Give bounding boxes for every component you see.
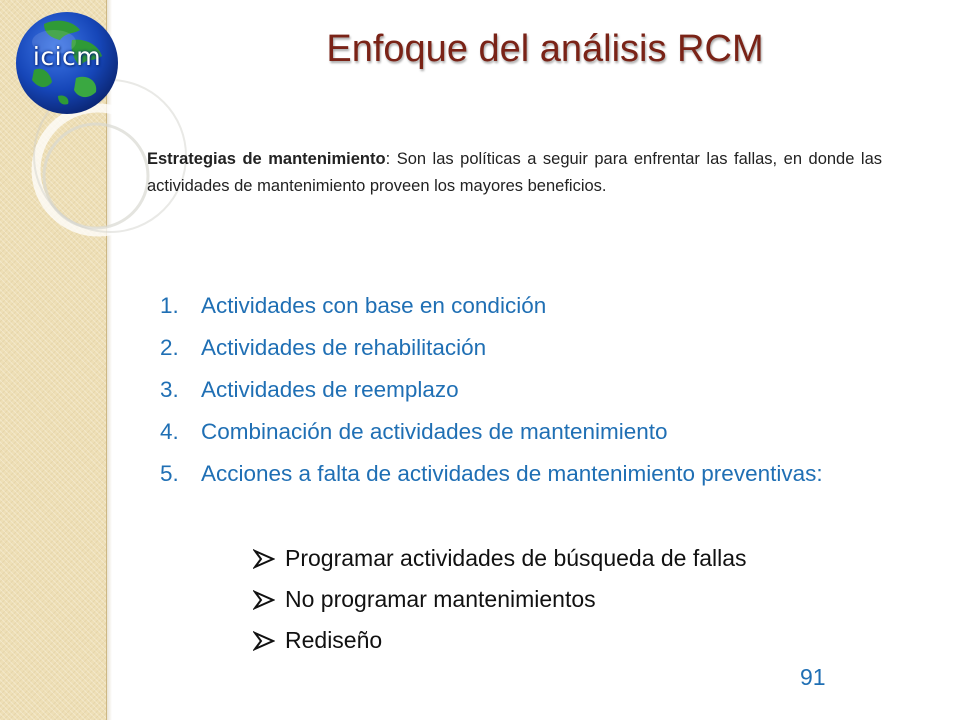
sub-item-text: Programar actividades de búsqueda de fallas xyxy=(285,545,747,571)
intro-paragraph xyxy=(147,146,882,200)
intro-term: Estrategias de mantenimiento xyxy=(147,150,386,168)
list-text: Acciones a falta de actividades de mantenimiento preventivas: xyxy=(201,461,823,486)
sub-list-item xyxy=(253,579,893,620)
intro-text: : Son las políticas a seguir para enfrentar las fallas, en donde las actividades de mantenimiento proveen los mayores beneficios. xyxy=(147,150,883,195)
list-text: Actividades de rehabilitación xyxy=(201,335,487,360)
sub-item-text: Rediseño xyxy=(285,627,383,653)
list-number: 2. xyxy=(160,335,179,360)
arrow-bullet-icon xyxy=(253,549,275,569)
strategy-list xyxy=(160,285,880,495)
list-item xyxy=(160,369,880,411)
list-number: 5. xyxy=(160,461,179,486)
arrow-bullet-icon xyxy=(253,590,275,610)
logo-text: icicm xyxy=(32,42,102,71)
list-number: 1. xyxy=(160,293,179,318)
sub-list-item xyxy=(253,538,893,579)
list-text: Actividades de reemplazo xyxy=(201,377,459,402)
list-item xyxy=(160,411,880,453)
page-number: 91 xyxy=(800,664,826,690)
page-title: Enfoque del análisis RCM xyxy=(326,28,764,70)
sub-list-item xyxy=(253,620,893,661)
list-number: 3. xyxy=(160,377,179,402)
list-text: Actividades con base en condición xyxy=(201,293,547,318)
list-text: Combinación de actividades de mantenimiento xyxy=(201,419,668,444)
list-item xyxy=(160,327,880,369)
sub-item-text: No programar mantenimientos xyxy=(285,586,596,612)
list-number: 4. xyxy=(160,419,179,444)
preventive-sublist xyxy=(253,538,893,661)
arrow-bullet-icon xyxy=(253,631,275,651)
list-item xyxy=(160,285,880,327)
list-item xyxy=(160,453,880,495)
